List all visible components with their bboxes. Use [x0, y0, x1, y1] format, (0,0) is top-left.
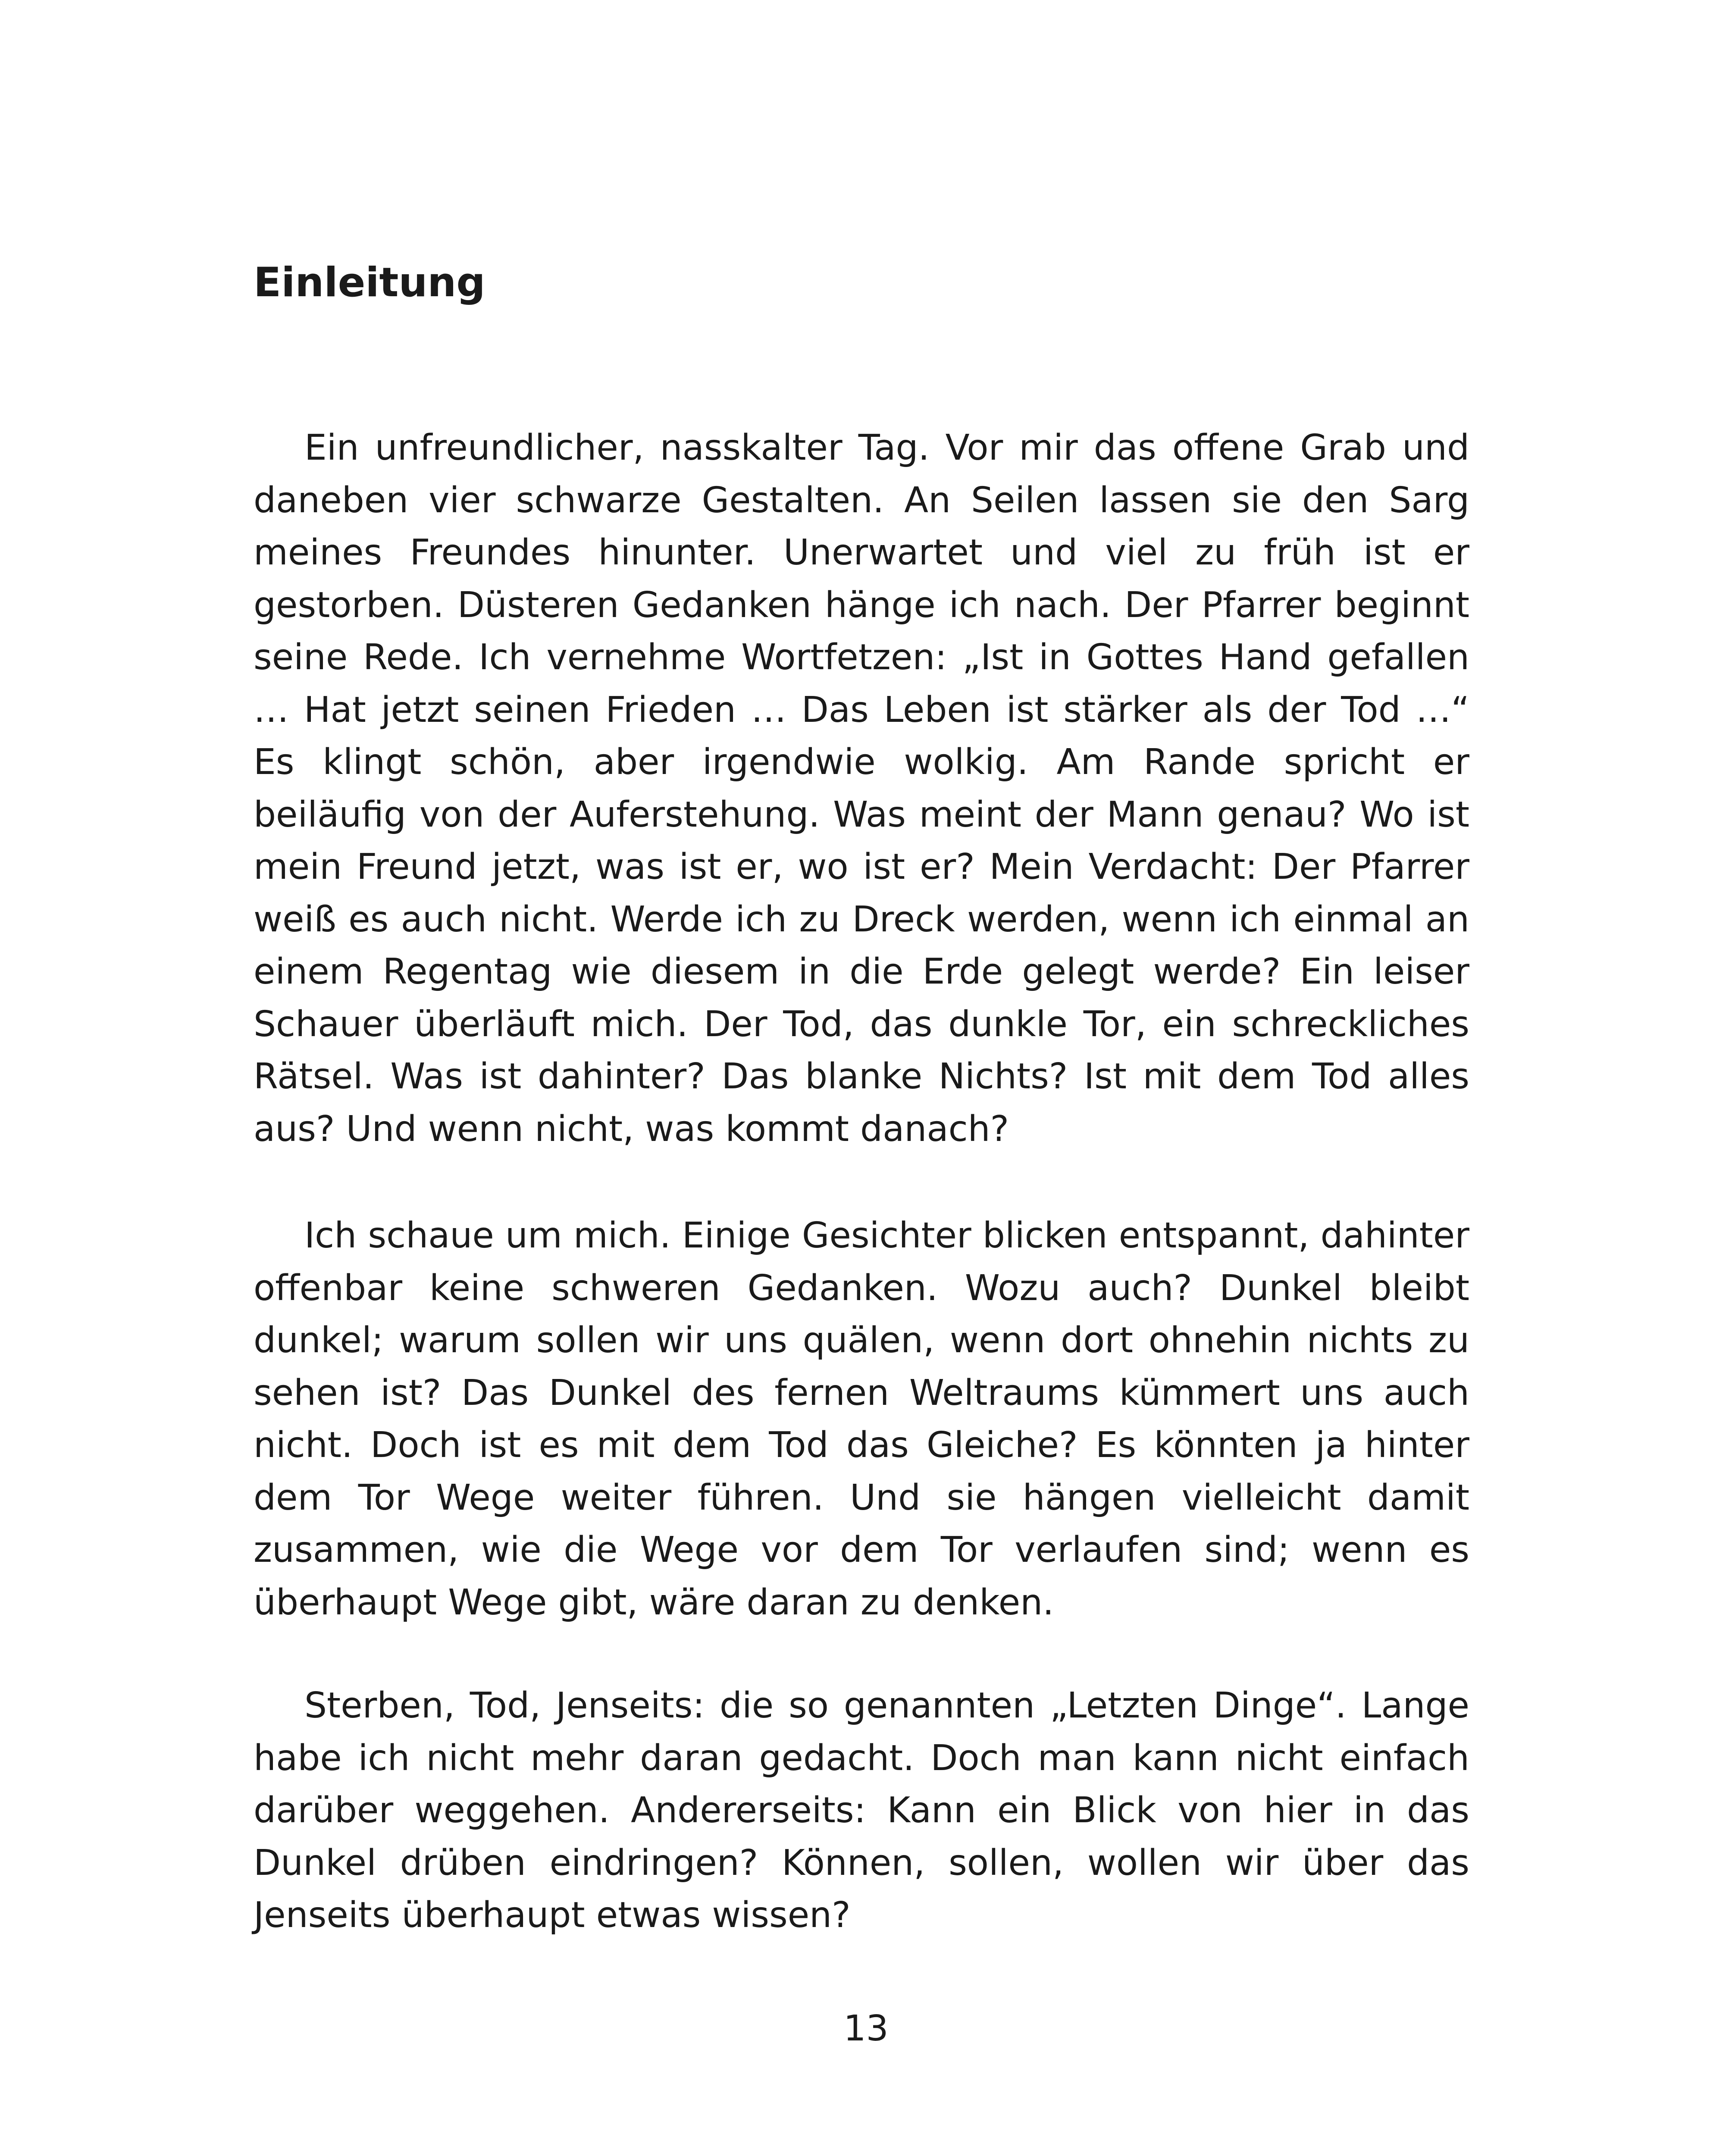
- chapter-heading: Einleitung: [254, 259, 485, 306]
- page-number: 13: [843, 2008, 889, 2049]
- paragraph-1: Ein unfreundlicher, nasskalter Tag. Vor mir das offene Grab und daneben vier schwarze Gestalten. An Seilen lassen sie den Sarg meines Freundes hinunter. Unerwartet und viel zu früh ist er gestorben. Düsteren Gedanken hänge ich nach. Der Pfarrer beginnt seine Rede. Ich vernehme Wortfetzen: „Ist in Gottes Hand gefallen … Hat jetzt seinen Frieden … Das Leben ist stärker als der Tod …“ Es klingt schön, aber irgendwie wolkig. Am Rande spricht er beiläufig von der Auferstehung. Was meint der Mann genau? Wo ist mein Freund jetzt, was ist er, wo ist er? Mein Verdacht: Der Pfarrer weiß es auch nicht. Werde ich zu Dreck werden, wenn ich einmal an einem Regentag wie diesem in die Erde gelegt werde? Ein leiser Schauer überläuft mich. Der Tod, das dunkle Tor, ein schreckliches Rätsel. Was ist dahinter? Das blanke Nichts? Ist mit dem Tod alles aus? Und wenn nicht, was kommt danach?: [254, 427, 1469, 1150]
- paragraph-3: Sterben, Tod, Jenseits: die so genannten „Letzten Dinge“. Lange habe ich nicht mehr daran gedacht. Doch man kann nicht einfach darüber weggehen. Andererseits: Kann ein Blick von hier in das Dunkel drüben eindringen? Können, sollen, wollen wir über das Jenseits überhaupt etwas wissen?: [254, 1685, 1469, 1936]
- paragraph-2: Ich schaue um mich. Einige Gesichter blicken entspannt, dahinter offenbar keine schweren Gedanken. Wozu auch? Dunkel bleibt dunkel; warum sollen wir uns quälen, wenn dort ohnehin nichts zu sehen ist? Das Dunkel des fernen Weltraums kümmert uns auch nicht. Doch ist es mit dem Tod das Gleiche? Es könnten ja hinter dem Tor Wege weiter führen. Und sie hängen vielleicht damit zusammen, wie die Wege vor dem Tor verlaufen sind; wenn es überhaupt Wege gibt, wäre daran zu denken.: [254, 1215, 1469, 1623]
